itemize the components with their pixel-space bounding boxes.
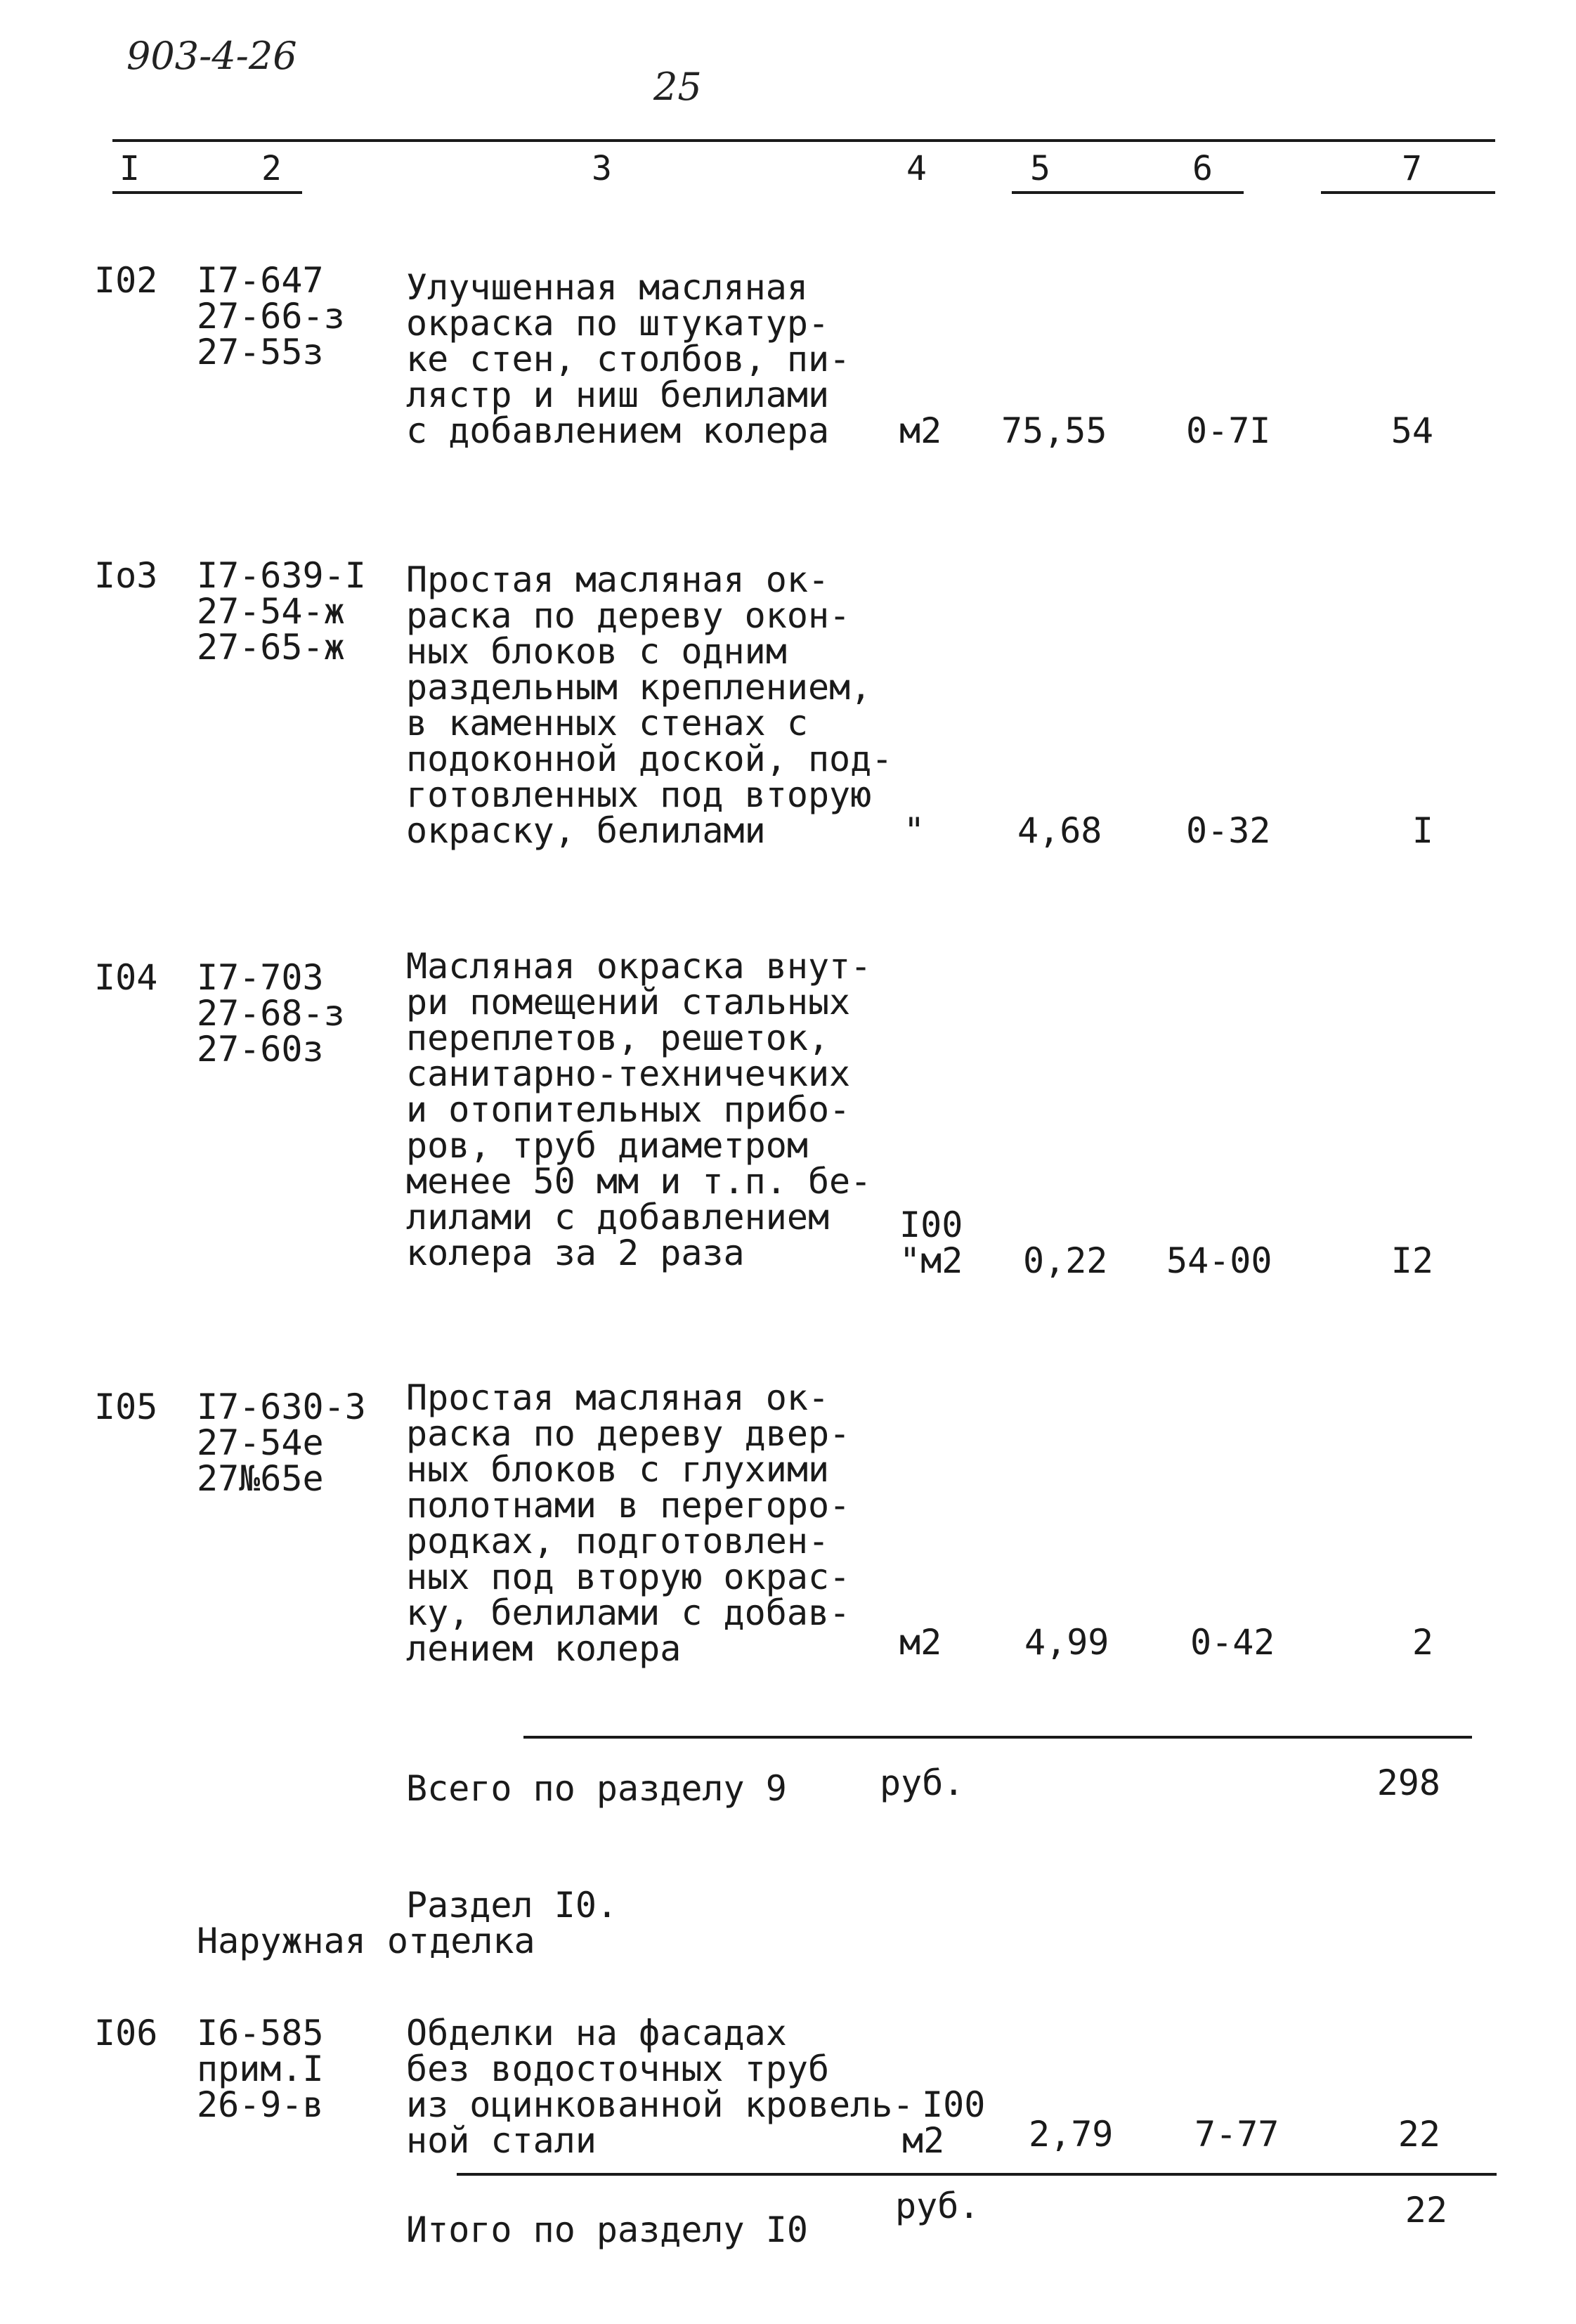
section-10-subtitle: Наружная отделка	[197, 1921, 535, 1961]
row-105-cost: 2	[1412, 1622, 1433, 1663]
row-103-cost: I	[1412, 810, 1433, 851]
row-104-quantity: 0,22	[1023, 1240, 1108, 1281]
row-102-unit: м2	[899, 410, 942, 451]
total-9-cost: 298	[1376, 1763, 1440, 1803]
row-106-no: I06	[94, 2013, 158, 2053]
section-10-title: Раздел I0.	[406, 1885, 618, 1926]
row-105-quantity: 4,99	[1024, 1622, 1109, 1663]
col-header-5: 5	[1030, 149, 1050, 188]
col-header-4: 4	[906, 149, 927, 188]
row-102-description: Улучшенная масляная окраска по штукатур- ке стен, столбов, пи- лястр и ниш белилами с добавлением колера	[406, 267, 851, 451]
row-103-no: Io3	[94, 555, 158, 596]
row-103-description: Простая масляная ок- раска по дереву окон- ных блоков с одним раздельным креплением, в каменных стенах с подоконной доской, под- готовленных под вторую окраску, белилами	[406, 559, 893, 851]
row-102-codes: I7-647 27-66-з 27-55з	[197, 260, 345, 372]
col-header-1: I	[119, 149, 140, 188]
row-105-price: 0-42	[1190, 1622, 1275, 1663]
document-code: 903-4-26	[126, 34, 297, 78]
row-104-codes: I7-703 27-68-з 27-60з	[197, 957, 345, 1070]
row-105-unit: м2	[899, 1622, 942, 1663]
total-10-unit: руб.	[895, 2186, 980, 2226]
row-105-codes: I7-630-3 27-54е 27№65е	[197, 1387, 366, 1499]
col-header-7: 7	[1402, 149, 1422, 188]
row-104-no: I04	[94, 957, 158, 998]
header-underline-2	[1012, 191, 1244, 194]
row-106-price: 7-77	[1194, 2114, 1279, 2155]
row-102-no: I02	[94, 260, 158, 301]
header-top-rule	[112, 139, 1495, 142]
row-106-cost: 22	[1398, 2114, 1440, 2155]
row-103-unit: "	[904, 810, 925, 851]
row-103-codes: I7-639-I 27-54-ж 27-65-ж	[197, 555, 366, 668]
row-106-unit: I00 м2	[902, 2084, 986, 2161]
col-header-3: 3	[592, 149, 612, 188]
total-10-rule	[457, 2173, 1497, 2176]
row-105-description: Простая масляная ок- раска по дереву двер- ных блоков с глухими полотнами в перегоро- родках, подготовлен- ных под вторую окрас- ку, белилами с добав- лением колера	[406, 1377, 851, 1669]
header-underline-1	[112, 191, 302, 194]
row-104-cost: I2	[1391, 1240, 1433, 1281]
col-header-2: 2	[261, 149, 282, 188]
row-106-codes: I6-585 прим.I 26-9-в	[197, 2013, 324, 2125]
row-103-quantity: 4,68	[1017, 810, 1102, 851]
page-number: 25	[653, 65, 702, 109]
total-9-rule	[523, 1736, 1472, 1739]
row-106-description: Обделки на фасадах без водосточных труб из оцинкованной кровель- ной стали	[406, 2013, 914, 2161]
row-104-price: 54-00	[1166, 1240, 1272, 1281]
row-106-quantity: 2,79	[1029, 2114, 1114, 2155]
row-104-unit: I00 "м2	[899, 1205, 963, 1281]
total-10-cost: 22	[1405, 2190, 1447, 2231]
header-underline-3	[1321, 191, 1495, 194]
total-9-label: Всего по разделу 9	[406, 1768, 787, 1809]
row-102-cost: 54	[1391, 410, 1433, 451]
total-10-label: Итого по разделу I0	[406, 2209, 808, 2250]
row-105-no: I05	[94, 1387, 158, 1427]
row-102-price: 0-7I	[1186, 410, 1271, 451]
row-103-price: 0-32	[1186, 810, 1271, 851]
total-9-unit: руб.	[880, 1763, 965, 1803]
row-102-quantity: 75,55	[1001, 410, 1107, 451]
col-header-6: 6	[1192, 149, 1213, 188]
row-104-description: Масляная окраска внут- ри помещений стальных переплетов, решеток, санитарно-техничечких и отопительных прибо- ров, труб диаметром менее 50 мм и т.п. бе- лилами с добавлением колера за 2 раза	[406, 946, 872, 1273]
